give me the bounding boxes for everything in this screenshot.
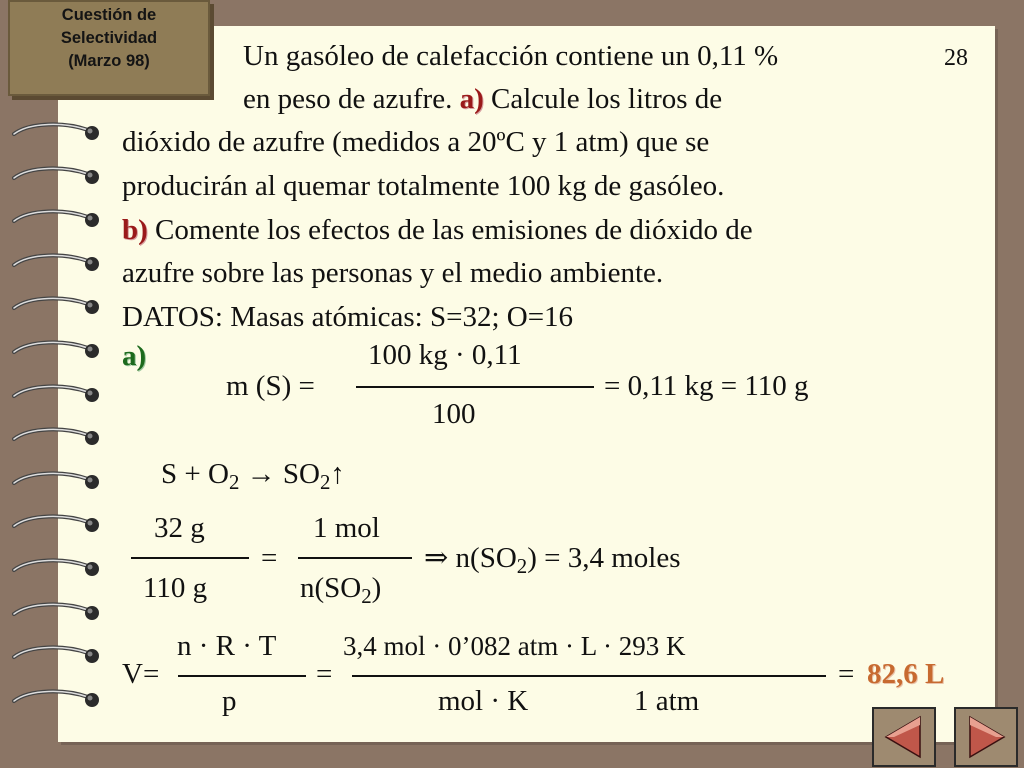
ideal-gas-denominator: p <box>222 685 237 717</box>
proportion-num-1: 32 g <box>154 512 205 544</box>
part-b-label: b) <box>122 214 148 246</box>
spiral-ring-icon <box>10 600 102 626</box>
question-line-2 <box>243 83 722 116</box>
calculation-numerator: 3,4 mol · 0’082 atm · L · 293 K <box>343 631 686 661</box>
selectividad-badge <box>8 0 210 96</box>
fraction-bar <box>131 557 249 559</box>
question-text: Calcule los litros de <box>491 83 723 115</box>
volume-lhs: V= <box>122 658 160 690</box>
spiral-ring-icon <box>10 207 102 233</box>
mass-denominator: 100 <box>432 398 476 430</box>
question-line-4: producirán al quemar totalmente 100 kg de gasóleo. <box>122 170 725 202</box>
spiral-ring-icon <box>10 382 102 408</box>
spiral-ring-icon <box>10 643 102 669</box>
mass-lhs: m (S) = <box>226 370 315 402</box>
gas-arrow-icon: ↑ <box>330 458 345 490</box>
mass-numerator: 100 kg · 0,11 <box>368 339 522 371</box>
proportion-den-2-close: ) <box>371 572 382 604</box>
moles-result-pre: ⇒ n(SO <box>424 542 517 574</box>
part-a-label: a) <box>459 83 484 115</box>
proportion-den-2 <box>300 572 382 608</box>
calculation-den-pressure: 1 atm <box>634 685 700 717</box>
spiral-ring-icon <box>10 120 102 146</box>
next-slide-button[interactable] <box>954 707 1018 767</box>
triangle-left-icon <box>874 709 934 765</box>
spiral-ring-icon <box>10 338 102 364</box>
fraction-bar <box>356 386 594 388</box>
fraction-bar <box>352 675 826 677</box>
subscript: 2 <box>319 469 331 494</box>
fraction-bar <box>178 675 306 677</box>
fraction-bar <box>298 557 412 559</box>
reaction-reactants: S + O <box>161 458 229 490</box>
final-result: 82,6 L <box>867 658 945 690</box>
ideal-gas-numerator: n · R · T <box>177 630 277 662</box>
mass-result: = 0,11 kg = 110 g <box>604 370 809 402</box>
spiral-ring-icon <box>10 512 102 538</box>
reaction-products: → SO <box>246 458 320 490</box>
badge-line-1: Cuestión de <box>61 6 157 24</box>
spiral-ring-icon <box>10 164 102 190</box>
proportion-equals: = <box>261 542 278 574</box>
question-text: en peso de azufre. <box>243 83 453 115</box>
badge-line-3: (Marzo 98) <box>68 52 150 70</box>
subscript: 2 <box>516 553 528 578</box>
volume-equals: = <box>316 658 333 690</box>
spiral-ring-icon <box>10 687 102 713</box>
spiral-ring-icon <box>10 469 102 495</box>
subscript: 2 <box>361 583 372 608</box>
data-line: DATOS: Masas atómicas: S=32; O=16 <box>122 301 574 333</box>
reaction-equation <box>161 458 345 494</box>
question-line-5 <box>122 214 753 247</box>
question-line-6: azufre sobre las personas y el medio ambiente. <box>122 257 664 289</box>
calculation-den-units: mol · K <box>438 685 529 717</box>
spiral-ring-icon <box>10 425 102 451</box>
moles-result <box>424 542 681 578</box>
badge-line-2: Selectividad <box>60 29 158 47</box>
answer-a-label: a) <box>122 340 147 372</box>
proportion-den-2-text: n(SO <box>300 572 362 604</box>
moles-result-post: ) = 3,4 moles <box>527 542 681 574</box>
question-text: Comente los efectos de las emisiones de dióxido de <box>155 214 753 246</box>
question-line-3: dióxido de azufre (medidos a 20ºC y 1 atm) que se <box>122 126 710 158</box>
prev-slide-button[interactable] <box>872 707 936 767</box>
spiral-ring-icon <box>10 556 102 582</box>
triangle-right-icon <box>956 709 1016 765</box>
page-number: 28 <box>944 45 968 71</box>
subscript: 2 <box>228 469 240 494</box>
proportion-den-1: 110 g <box>143 572 208 604</box>
spiral-ring-icon <box>10 294 102 320</box>
proportion-num-2: 1 mol <box>313 512 380 544</box>
spiral-ring-icon <box>10 251 102 277</box>
question-line-1: Un gasóleo de calefacción contiene un 0,11 % <box>243 40 779 72</box>
final-equals: = <box>838 658 855 690</box>
